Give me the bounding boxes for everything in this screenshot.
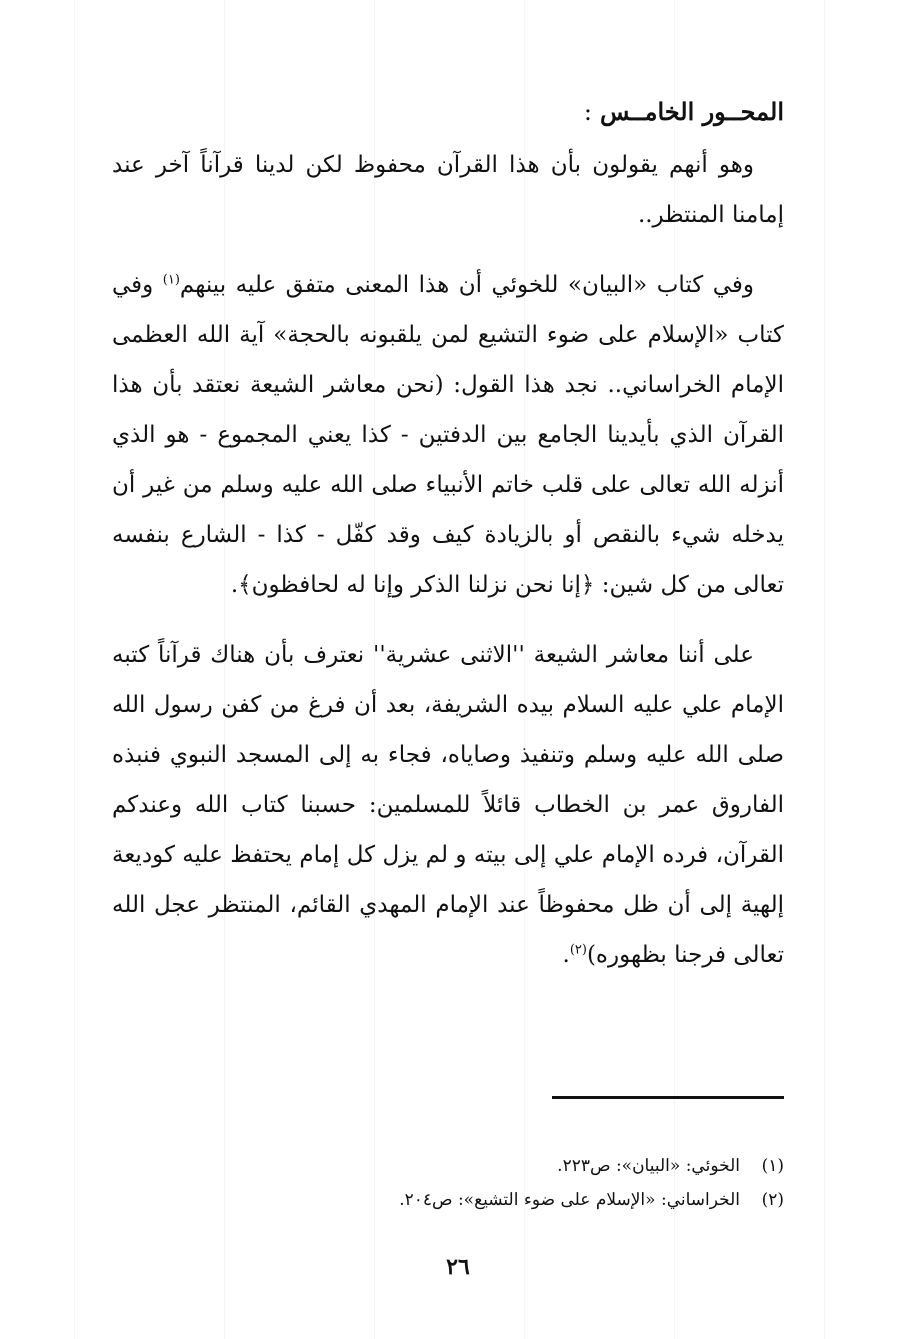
footnotes-section — [112, 1096, 784, 1217]
footnote-divider — [552, 1096, 784, 1099]
paragraph-3-text-a: على أننا معاشر الشيعة ''الاثنى عشرية'' نعترف بأن هناك قرآناً كتبه الإمام علي عليه السلام بيده الشريفة، بعد أن فرغ من كفن رسول الله صلى الله عليه وسلم وتنفيذ وصاياه، فجاء به إلى المسجد النبوي فنبذه الفاروق عمر بن الخطاب قائلاً للمسلمين: حسبنا كتاب الله وعندكم القرآن، فرده الإمام علي إلى بيته و لم يزل كل إمام يحتفظ عليه كوديعة إلهية إلى أن ظل محفوظاً عند الإمام المهدي القائم، المنتظر عجل الله تعالى فرجنا بظهوره) — [112, 642, 784, 968]
heading-colon: : — [583, 98, 592, 126]
paragraph-2 — [112, 260, 784, 610]
page-body — [112, 92, 784, 1000]
paragraph-3 — [112, 630, 784, 980]
footnote-ref-2: (٢) — [569, 942, 587, 958]
footnote-rule-wrap — [112, 1096, 784, 1149]
footnote-2-text: الخراساني: «الإسلام على ضوء التشيع»: ص٢٠٤. — [399, 1190, 740, 1210]
footnote-1-text: الخوئي: «البيان»: ص٢٢٣. — [557, 1156, 740, 1176]
footnote-1 — [112, 1149, 784, 1183]
footnote-ref-1: (١) — [162, 272, 180, 288]
section-heading — [112, 92, 784, 132]
paragraph-1: وهو أنهم يقولون بأن هذا القرآن محفوظ لكن لدينا قرآناً آخر عند إمامنا المنتظر.. — [112, 152, 784, 228]
footnote-2 — [112, 1183, 784, 1217]
paragraph-3-text-b: . — [562, 942, 570, 968]
paragraph-2-text-a: وفي كتاب «البيان» للخوئي أن هذا المعنى متفق عليه بينهم — [179, 272, 754, 298]
page-number: ٢٦ — [446, 1254, 470, 1280]
footnote-2-number: (٢) — [761, 1190, 784, 1210]
footnote-1-number: (١) — [761, 1156, 784, 1176]
heading-title: المحــور الخامــس — [599, 97, 784, 126]
paragraph-2-text-b: وفي كتاب «الإسلام على ضوء التشيع لمن يلقبونه بالحجة» آية الله العظمى الإمام الخراساني.. نجد هذا القول: (نحن معاشر الشيعة نعتقد بأن هذا القرآن الذي بأيدينا الجامع بين الدفتين - كذا يعني المجموع - هو الذي أنزله الله تعالى على قلب خاتم الأنبياء صلى الله عليه وسلم من غير أن يدخله شيء بالنقص أو بالزيادة كيف وقد كفّل - كذا - الشارع بنفسه تعالى من كل شين: ﴿إنا نحن نزلنا الذكر وإنا له لحافظون﴾. — [112, 272, 784, 598]
